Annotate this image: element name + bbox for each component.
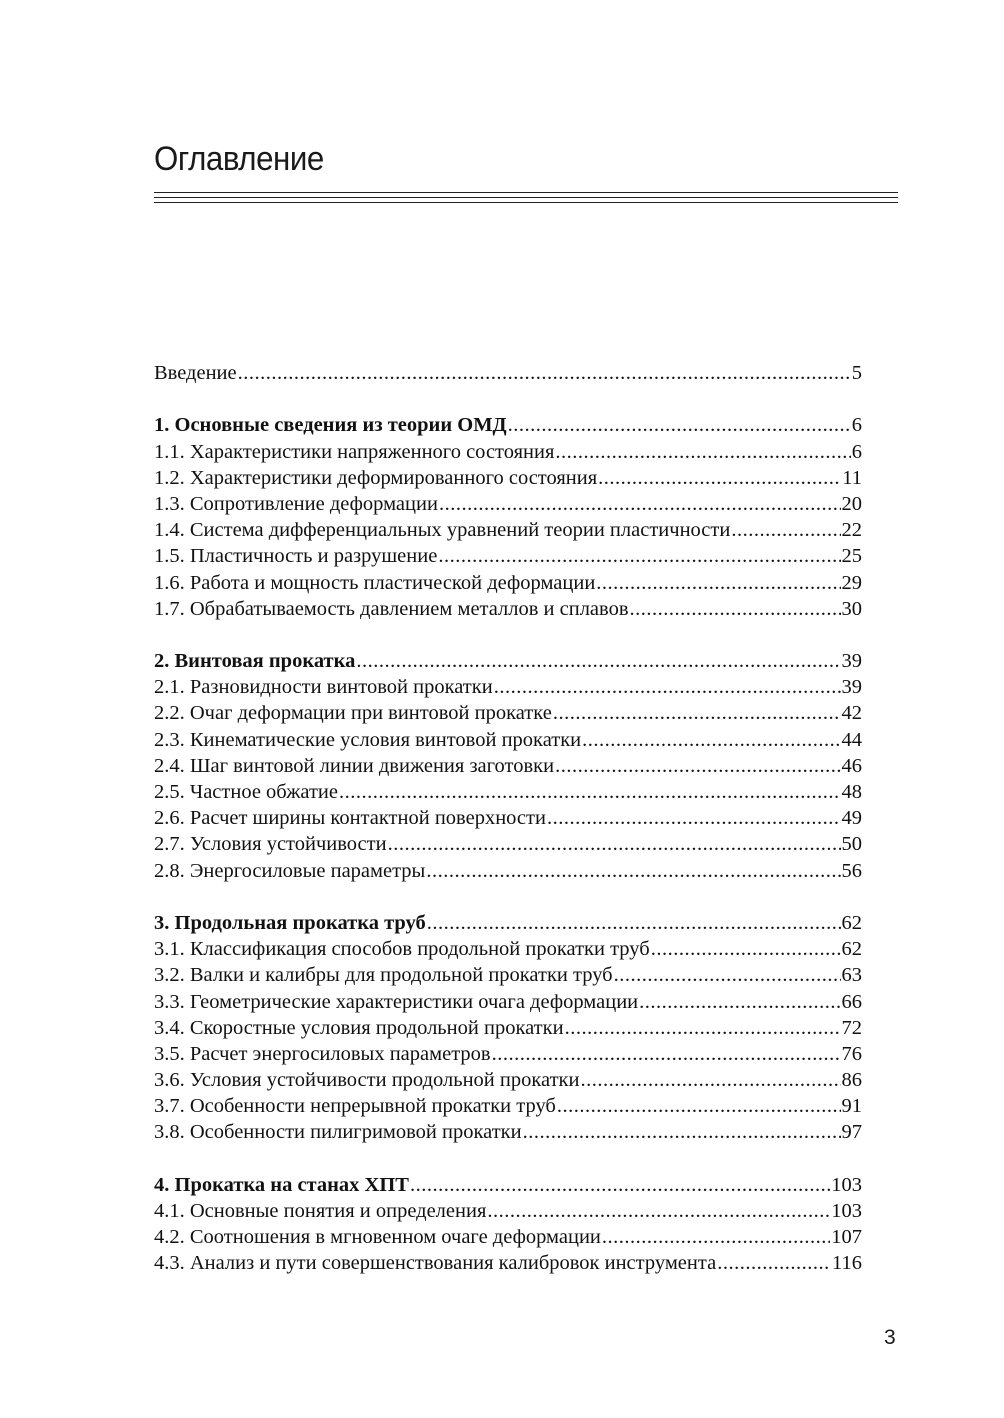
dot-leader [426,858,840,884]
toc-entry-title: 4. Прокатка на станах ХПТ [154,1173,409,1196]
toc-entry-title: 2.1. Разновидности винтовой прокатки [154,676,493,699]
dot-leader [339,779,841,805]
dot-leader [547,805,841,831]
toc-entry[interactable] [154,1093,862,1119]
toc-entry-title: 2.8. Энергосиловые параметры [154,859,426,882]
toc-entry[interactable] [154,1224,862,1250]
toc-entry-title: 1.7. Обрабатываемость давлением металлов и сплавов [154,597,629,620]
toc-entry[interactable] [154,779,862,805]
toc-entry-title: 4.2. Соотношения в мгновенном очаге деформации [154,1226,601,1249]
page-title: Оглавление [154,140,324,178]
toc-entry[interactable] [154,543,862,569]
dot-leader [582,727,840,753]
toc-entry-title: 1.6. Работа и мощность пластической деформации [154,571,596,594]
toc-entry-title: 3.3. Геометрические характеристики очага деформации [154,990,639,1013]
toc-entry[interactable] [154,1015,862,1041]
toc-entry-title: 2.2. Очаг деформации при винтовой прокатке [154,702,552,725]
dot-leader [596,570,840,596]
page-number: 3 [884,1326,896,1349]
toc-entry-title: 3.7. Особенности непрерывной прокатки труб [154,1095,556,1118]
toc-entry-title: 1.2. Характеристики деформированного состояния [154,466,598,489]
toc-entry-title: 3.1. Классификация способов продольной прокатки труб [154,938,650,961]
toc-entry-page: 107 [831,1226,862,1249]
toc-entry[interactable] [154,491,862,517]
toc-entry-page: 30 [841,597,862,620]
toc-entry[interactable] [154,439,862,465]
toc-entry-title: 2.7. Условия устойчивости [154,833,387,856]
dot-leader [553,700,841,726]
dot-leader [630,596,841,622]
toc-entry-title: 2.4. Шаг винтовой линии движения заготовки [154,754,555,777]
dot-leader [508,412,851,438]
dot-leader [731,517,840,543]
toc-entry-title: 1.5. Пластичность и разрушение [154,545,438,568]
dot-leader [427,910,841,936]
dot-leader [238,360,851,386]
dot-leader [555,753,840,779]
dot-leader [598,465,841,491]
dot-leader [639,989,840,1015]
toc-entry[interactable] [154,700,862,726]
toc-entry[interactable] [154,858,862,884]
toc-entry-page: 29 [841,571,862,594]
toc-entry-page: 20 [841,492,862,515]
toc-entry[interactable] [154,1067,862,1093]
toc-entry-title: 2.6. Расчет ширины контактной поверхности [154,807,546,830]
toc-entry[interactable] [154,570,862,596]
dot-leader [487,1198,830,1224]
toc-chapter-heading[interactable] [154,910,862,936]
toc-entry-page: 103 [831,1173,862,1196]
toc-entry-page: 56 [841,859,862,882]
section-gap [154,884,862,910]
section-gap [154,1146,862,1172]
toc-entry[interactable] [154,596,862,622]
dot-leader [602,1224,830,1250]
toc-entry-title: 1. Основные сведения из теории ОМД [154,414,507,437]
dot-leader [438,543,840,569]
toc-entry-title: 3.2. Валки и калибры для продольной прокатки труб [154,964,613,987]
toc-entry[interactable] [154,727,862,753]
dot-leader [555,439,850,465]
table-of-contents [154,360,862,1277]
toc-entry[interactable] [154,1198,862,1224]
toc-entry[interactable] [154,1041,862,1067]
toc-entry-page: 97 [841,1121,862,1144]
toc-entry[interactable] [154,831,862,857]
dot-leader [492,1041,841,1067]
dot-leader [388,831,841,857]
toc-entry-title: 2. Винтовая прокатка [154,650,356,673]
dot-leader [356,648,840,674]
dot-leader [557,1093,841,1119]
toc-chapter-heading[interactable] [154,412,862,438]
toc-entry-page: 76 [841,1042,862,1065]
section-gap [154,622,862,648]
toc-entry-page: 44 [841,728,862,751]
toc-entry-title: 2.5. Частное обжатие [154,781,338,803]
toc-entry[interactable] [154,936,862,962]
toc-entry-title: 1.4. Система дифференциальных уравнений теории пластичности [154,519,731,542]
toc-entry-page: 6 [851,440,862,463]
section-gap [154,386,862,412]
title-rule [154,192,898,193]
dot-leader [717,1250,831,1276]
toc-entry-page: 39 [841,650,862,673]
toc-entry-page: 46 [841,754,862,777]
toc-entry-page: 103 [831,1200,862,1222]
toc-entry[interactable] [154,517,862,543]
toc-entry-page: 6 [851,414,862,437]
toc-entry-page: 62 [841,911,862,934]
toc-entry-page: 66 [841,990,862,1013]
toc-entry[interactable] [154,962,862,988]
toc-entry-title: 3.6. Условия устойчивости продольной прокатки [154,1069,580,1092]
toc-entry[interactable] [154,674,862,700]
toc-entry-intro[interactable] [154,360,862,386]
toc-entry-page: 116 [832,1252,862,1275]
toc-entry-title: 3.5. Расчет энергосиловых параметров [154,1042,491,1065]
title-rule [154,202,898,203]
toc-entry[interactable] [154,1119,862,1145]
title-rule [154,197,898,198]
dot-leader [439,491,841,517]
toc-entry-page: 22 [841,519,862,542]
toc-entry[interactable] [154,989,862,1015]
toc-entry[interactable] [154,1250,862,1276]
toc-entry[interactable] [154,753,862,779]
chapters-list [154,386,862,1276]
toc-entry-page: 11 [842,466,862,489]
dot-leader [565,1015,841,1041]
toc-entry-page: 63 [841,964,862,987]
toc-entry-page: 91 [841,1095,862,1118]
toc-entry-title: 1.1. Характеристики напряженного состояния [154,440,555,463]
toc-chapter-heading[interactable] [154,1172,862,1198]
toc-entry[interactable] [154,465,862,491]
toc-entry-page: 48 [841,781,862,803]
toc-chapter-heading[interactable] [154,648,862,674]
dot-leader [580,1067,840,1093]
toc-entry-title: 1.3. Сопротивление деформации [154,492,438,515]
toc-entry-page: 39 [841,676,862,699]
toc-entry-title: 3.8. Особенности пилигримовой прокатки [154,1121,522,1144]
toc-entry-title: 4.3. Анализ и пути совершенствования калибровок инструмента [154,1252,717,1275]
toc-entry-title: 2.3. Кинематические условия винтовой прокатки [154,728,582,751]
toc-entry[interactable] [154,805,862,831]
toc-entry-page: 86 [841,1069,862,1092]
toc-entry-page: 42 [841,702,862,725]
toc-entry-title: 3. Продольная прокатка труб [154,911,426,934]
toc-entry-title: Введение [154,362,237,384]
dot-leader [651,936,841,962]
dot-leader [494,674,841,700]
toc-entry-title: 4.1. Основные понятия и определения [154,1200,487,1222]
dot-leader [523,1119,841,1145]
dot-leader [410,1172,830,1198]
toc-entry-page: 62 [841,938,862,961]
toc-entry-page: 72 [841,1016,862,1039]
toc-entry-page: 50 [841,833,862,856]
toc-entry-page: 5 [851,362,862,384]
toc-entry-title: 3.4. Скоростные условия продольной прокатки [154,1016,564,1039]
toc-entry-page: 25 [841,545,862,568]
toc-entry-page: 49 [841,807,862,830]
dot-leader [614,962,841,988]
